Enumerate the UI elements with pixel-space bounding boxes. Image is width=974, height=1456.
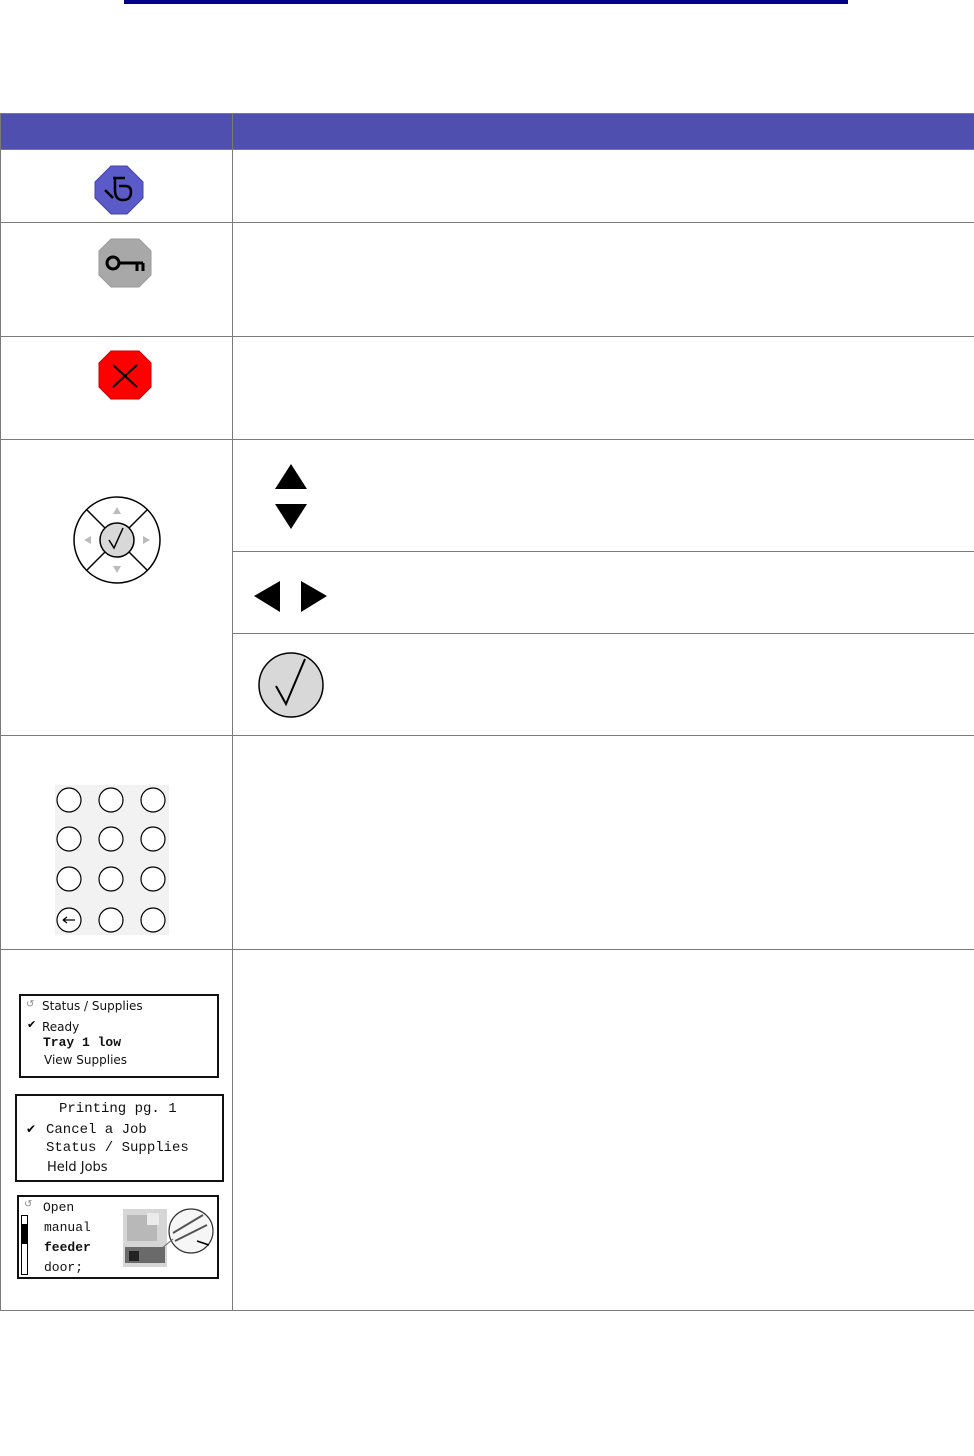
header-col-2 [233, 114, 974, 150]
display2-line1: Printing pg. 1 [59, 1101, 177, 1117]
display3-line4: door; [44, 1260, 84, 1275]
table-header-row [1, 114, 974, 150]
stop-button-icon [1, 337, 233, 439]
check-icon: ✔ [26, 1122, 37, 1136]
table-row [1, 950, 974, 1311]
up-down-arrows-icon[interactable] [233, 440, 353, 551]
description-cell [233, 223, 974, 337]
icon-cell [1, 223, 233, 337]
description-cell [233, 950, 974, 1311]
display1-line1: Status / Supplies [42, 999, 143, 1013]
back-small-icon: ↺ [24, 1199, 33, 1210]
table-row [1, 150, 974, 223]
display-screen-status [19, 994, 219, 1078]
display2-line4: Held Jobs [47, 1160, 108, 1175]
display-screens-cell [1, 950, 233, 1311]
display2-line3: Status / Supplies [46, 1140, 189, 1156]
description-cell [233, 337, 974, 440]
up-down-row [233, 440, 974, 552]
icon-cell [1, 337, 233, 440]
display1-line4: View Supplies [44, 1053, 128, 1067]
display-screen-printing [15, 1094, 224, 1182]
display3-line2: manual [44, 1220, 91, 1235]
check-icon: ✔ [27, 1019, 37, 1031]
description-cell [233, 150, 974, 223]
display3-line1: Open [43, 1200, 75, 1215]
table-row [1, 440, 974, 736]
back-small-icon: ↺ [26, 999, 35, 1010]
left-right-arrows-icon[interactable] [233, 552, 353, 633]
scrollbar[interactable] [21, 1215, 28, 1275]
printer-feeder-illustration [121, 1203, 217, 1273]
display-screen-feeder [17, 1195, 219, 1279]
icon-cell [1, 440, 233, 736]
table-row [1, 223, 974, 337]
icon-cell [1, 736, 233, 950]
display3-line3: feeder [44, 1240, 91, 1255]
back-button-icon [1, 150, 233, 222]
control-panel-table [0, 113, 974, 1311]
display2-line2: Cancel a Job [46, 1122, 147, 1138]
table-row [1, 337, 974, 440]
navigation-description-cell [233, 440, 974, 736]
display1-line3: Tray 1 low [43, 1035, 122, 1050]
description-cell [233, 736, 974, 950]
display1-line2: Ready [42, 1020, 80, 1034]
header-col-1 [1, 114, 233, 150]
left-right-row [233, 552, 974, 634]
select-row [233, 634, 974, 735]
menu-key-icon [1, 223, 233, 336]
scrollbar-thumb[interactable] [22, 1224, 27, 1244]
select-checkmark-icon[interactable] [233, 634, 353, 735]
table-row [1, 736, 974, 950]
navigation-pad-icon[interactable] [1, 440, 233, 735]
top-rule [124, 0, 848, 4]
icon-cell [1, 150, 233, 223]
numeric-keypad-icon[interactable] [1, 736, 233, 949]
